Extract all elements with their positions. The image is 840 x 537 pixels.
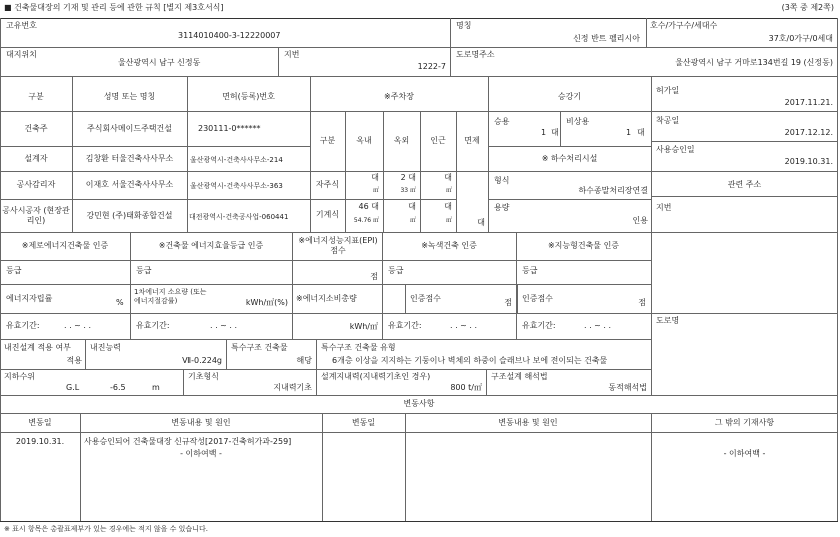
name-label: 명칭: [456, 21, 472, 30]
name-value: 신정 반트 펠리시아: [573, 34, 640, 43]
foundation-label: 기초형식: [188, 372, 219, 381]
footer-note: ※ 표시 항목은 총괄표제부가 있는 경우에는 적지 않을 수 있습니다.: [4, 525, 208, 533]
grade-label: 등급: [522, 266, 538, 275]
parking-mech-outdoor-area: ㎡: [409, 217, 416, 224]
parking-col-exempt: 면제: [464, 136, 480, 145]
special-type-value: 6개층 이상을 지지하는 기둥이나 벽체의 하중이 슬래브나 보에 전이되는 건축물: [332, 356, 608, 365]
validity-dots: . . ~ . .: [450, 321, 478, 330]
seismic-label: 내진설계 적용 여부: [4, 343, 71, 352]
sewage-title: ※ 하수처리시설: [541, 154, 598, 163]
id-label: 고유번호: [6, 21, 37, 30]
energy-consumption-label: ※에너지소비총량: [296, 294, 357, 303]
elevator-passenger-unit: 대: [551, 128, 559, 137]
changes-col-content2: 변동내용 및 원인: [498, 418, 558, 427]
people-col-license: 면허(등록)번호: [222, 92, 275, 101]
people-role: 공사시공자 (현장관리인): [2, 206, 70, 225]
validity-dots: . . ~ . .: [584, 321, 612, 330]
validity-dots: . . ~ . .: [210, 321, 238, 330]
grade-label: 등급: [388, 266, 404, 275]
cert-epi: ※에너지성능지표(EPI) 점수: [298, 236, 378, 255]
change-content: 사용승인되어 건축물대장 신규작성[2017-건축허가과-259]: [84, 437, 292, 446]
grade-label: 등급: [6, 266, 22, 275]
elevator-passenger-label: 승용: [494, 117, 510, 126]
related-title: 관련 주소: [727, 180, 762, 189]
change-content-blank: - 이하여백 -: [180, 449, 222, 458]
parking-mech-nearby-units: 대: [444, 202, 452, 211]
approval-date-label: 사용승인일: [656, 145, 695, 154]
parking-self-outdoor-area: 33 ㎡: [400, 187, 416, 194]
green-cert-score-label: 인증점수: [410, 294, 441, 303]
people-license: 울산광역시-건축사사무소-363: [190, 182, 283, 190]
sewage-type-label: 형식: [494, 176, 510, 185]
change-date: 2019.10.31.: [15, 437, 65, 446]
validity-dots: . . ~ . .: [64, 321, 92, 330]
seismic-value: 적용: [66, 356, 82, 365]
groundwater-gl: G.L: [66, 383, 80, 392]
people-role: 건축주: [24, 124, 48, 133]
cert-green: ※녹색건축 인증: [421, 241, 477, 250]
parking-col-indoor: 옥내: [356, 136, 372, 145]
parking-exempt-units: 대: [477, 218, 485, 227]
special-structure-label: 특수구조 건축물: [231, 343, 288, 352]
groundwater-unit: m: [152, 383, 160, 392]
lot-value: 1222-7: [417, 62, 446, 71]
parking-self-outdoor-units: 2 대: [400, 173, 416, 182]
people-role: 설계자: [24, 154, 48, 163]
elevator-title: 승강기: [557, 92, 582, 101]
parking-mech-label: 기계식: [315, 210, 340, 219]
changes-col-date: 변동일: [28, 418, 52, 427]
elevator-emergency-value: 1: [626, 128, 632, 137]
cert-zero-energy: ※제로에너지건축물 인증: [21, 241, 109, 250]
households-value: 37호/0가구/0세대: [768, 34, 833, 43]
validity-label: 유효기간:: [522, 321, 556, 330]
validity-label: 유효기간:: [6, 321, 40, 330]
permit-date-label: 허가일: [656, 86, 680, 95]
people-name: 강민현 (주)태화종합건설: [86, 211, 173, 220]
people-col-name: 성명 또는 명칭: [103, 92, 156, 101]
groundwater-value: -6.5: [110, 383, 126, 392]
validity-label: 유효기간:: [388, 321, 422, 330]
people-name: 김창환 터울건축사사무소: [85, 154, 174, 163]
sewage-capacity-label: 용량: [494, 203, 510, 212]
sewage-type-value: 하수종말처리장연결: [578, 186, 648, 195]
people-role: 공사감리자: [16, 180, 56, 189]
id-value: 3114010400-3-12220007: [178, 31, 281, 40]
people-license: 대전광역시-건축공사업-060441: [189, 213, 289, 221]
road-value: 울산광역시 남구 거마로134번길 19 (신정동): [675, 58, 833, 67]
parking-self-label: 자주식: [315, 180, 340, 189]
parking-col-outdoor: 옥외: [393, 136, 410, 145]
location-label: 대지위치: [6, 50, 37, 59]
method-value: 동적해석법: [608, 383, 647, 392]
location-value: 울산광역시 남구 신정동: [118, 58, 201, 67]
parking-mech-nearby-area: ㎡: [445, 217, 452, 224]
foundation-value: 지내력기초: [273, 383, 312, 392]
elevator-emergency-label: 비상용: [566, 117, 590, 126]
groundwater-label: 지하수위: [4, 372, 35, 381]
elevator-passenger-value: 1: [541, 128, 547, 137]
road-label: 도로명주소: [456, 50, 495, 59]
changes-title: 변동사항: [403, 399, 435, 408]
special-type-label: 특수구조 건축물 유형: [321, 343, 396, 352]
people-license: 230111-0******: [198, 124, 261, 133]
self-rate-label: 에너지자립률: [6, 294, 53, 303]
primary-energy-label: 1차에너지 소요량 (또는 에너지절감률): [134, 288, 207, 305]
changes-col-content: 변동내용 및 원인: [171, 418, 231, 427]
seismic-capacity-label: 내진능력: [90, 343, 121, 352]
sewage-capacity-value: 인용: [632, 216, 648, 225]
page-info: (3쪽 중 제2쪽): [781, 3, 834, 12]
start-date-label: 착공일: [656, 116, 680, 125]
form-title: ■ 건축물대장의 기재 및 관리 등에 관한 규칙 [별지 제3호서식]: [4, 3, 224, 12]
households-label: 호수/가구수/세대수: [650, 21, 718, 30]
epi-point: 점: [370, 272, 378, 281]
cert-smart: ※지능형건축물 인증: [547, 241, 620, 250]
green-cert-point: 점: [504, 298, 512, 307]
parking-mech-indoor-area: 54.76 ㎡: [353, 217, 379, 224]
energy-consumption-unit: kWh/㎡: [349, 322, 378, 331]
parking-self-indoor-area: ㎡: [372, 187, 379, 194]
parking-self-nearby-units: 대: [444, 173, 452, 182]
cert-energy-efficiency: ※건축물 에너지효율등급 인증: [158, 241, 264, 250]
elevator-emergency-unit: 대: [637, 128, 645, 137]
parking-mech-indoor-units: 46 대: [358, 202, 379, 211]
related-lot-label: 지번: [656, 203, 672, 212]
parking-col-type: 구분: [319, 136, 336, 145]
start-date-value: 2017.12.12.: [784, 128, 833, 137]
parking-mech-outdoor-units: 대: [408, 202, 416, 211]
bearing-label: 설계지내력(지내력기초인 경우): [321, 372, 431, 381]
permit-date-value: 2017.11.21.: [784, 98, 833, 107]
lot-label: 지번: [284, 50, 300, 59]
people-license: 울산광역시-건축사사무소-214: [190, 156, 283, 164]
changes-col-other: 그 밖의 기재사항: [714, 418, 775, 427]
bearing-value: 800 t/㎡: [450, 383, 482, 392]
parking-self-nearby-area: ㎡: [445, 187, 452, 194]
validity-label: 유효기간:: [136, 321, 170, 330]
special-structure-value: 해당: [296, 356, 312, 365]
self-rate-percent: %: [116, 298, 124, 307]
changes-col-date2: 변동일: [351, 418, 376, 427]
smart-cert-score-label: 인증점수: [522, 294, 553, 303]
people-name: 주식회사메이드주택건설: [86, 124, 172, 133]
grade-label: 등급: [136, 266, 152, 275]
related-road-label: 도로명: [656, 316, 680, 325]
people-name: 이재호 서울건축사사무소: [85, 180, 174, 189]
people-col-role: 구분: [28, 92, 44, 101]
approval-date-value: 2019.10.31.: [784, 157, 833, 166]
seismic-capacity-value: Ⅶ-0.224g: [182, 356, 222, 365]
parking-col-nearby: 인근: [430, 136, 446, 145]
smart-cert-point: 점: [638, 298, 646, 307]
other-value: - 이하여백 -: [723, 449, 766, 458]
primary-energy-unit: kWh/㎡(%): [245, 298, 288, 307]
method-label: 구조설계 해석법: [491, 372, 548, 381]
parking-self-indoor-units: 대: [371, 173, 379, 182]
parking-title: ※주차장: [384, 92, 414, 101]
